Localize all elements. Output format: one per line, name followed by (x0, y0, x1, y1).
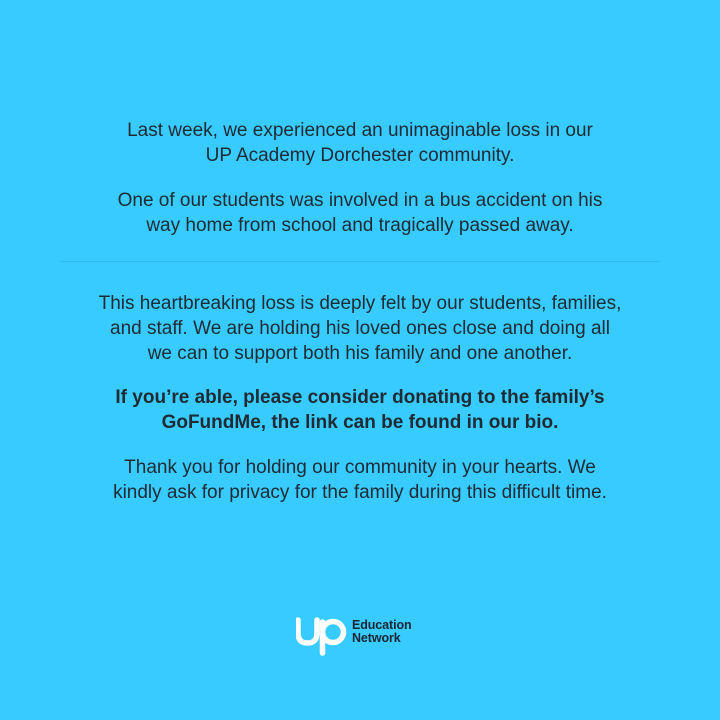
support-line-2: and staff. We are holding his loved ones close and doing all (110, 318, 610, 339)
accident-line-2: way home from school and tragically passed away. (146, 215, 574, 236)
intro-line-2: UP Academy Dorchester community. (205, 145, 515, 166)
intro-line-1: Last week, we experienced an unimaginable loss in our (127, 120, 593, 141)
section-divider (60, 261, 660, 262)
logo-wordmark (352, 619, 412, 645)
support-paragraph (60, 291, 660, 366)
thanks-line-2: kindly ask for privacy for the family during this difficult time. (113, 482, 607, 503)
support-line-3: we can to support both his family and one another. (147, 343, 573, 364)
accident-line-1: One of our students was involved in a bus accident on his (117, 190, 603, 211)
donation-line-2: GoFundMe, the link can be found in our bio. (161, 412, 559, 433)
intro-paragraph (60, 118, 660, 168)
logo-line-2: Network (352, 631, 401, 645)
logo-line-1: Education (352, 618, 412, 632)
accident-paragraph (60, 188, 660, 238)
up-logo-mark-icon (296, 613, 348, 657)
donation-paragraph (60, 385, 660, 435)
up-education-network-logo (296, 613, 426, 657)
support-line-1: This heartbreaking loss is deeply felt by our students, families, (98, 293, 622, 314)
thanks-paragraph (60, 455, 660, 505)
donation-line-1: If you’re able, please consider donating to the family’s (115, 387, 605, 408)
thanks-line-1: Thank you for holding our community in your hearts. We (124, 457, 596, 478)
